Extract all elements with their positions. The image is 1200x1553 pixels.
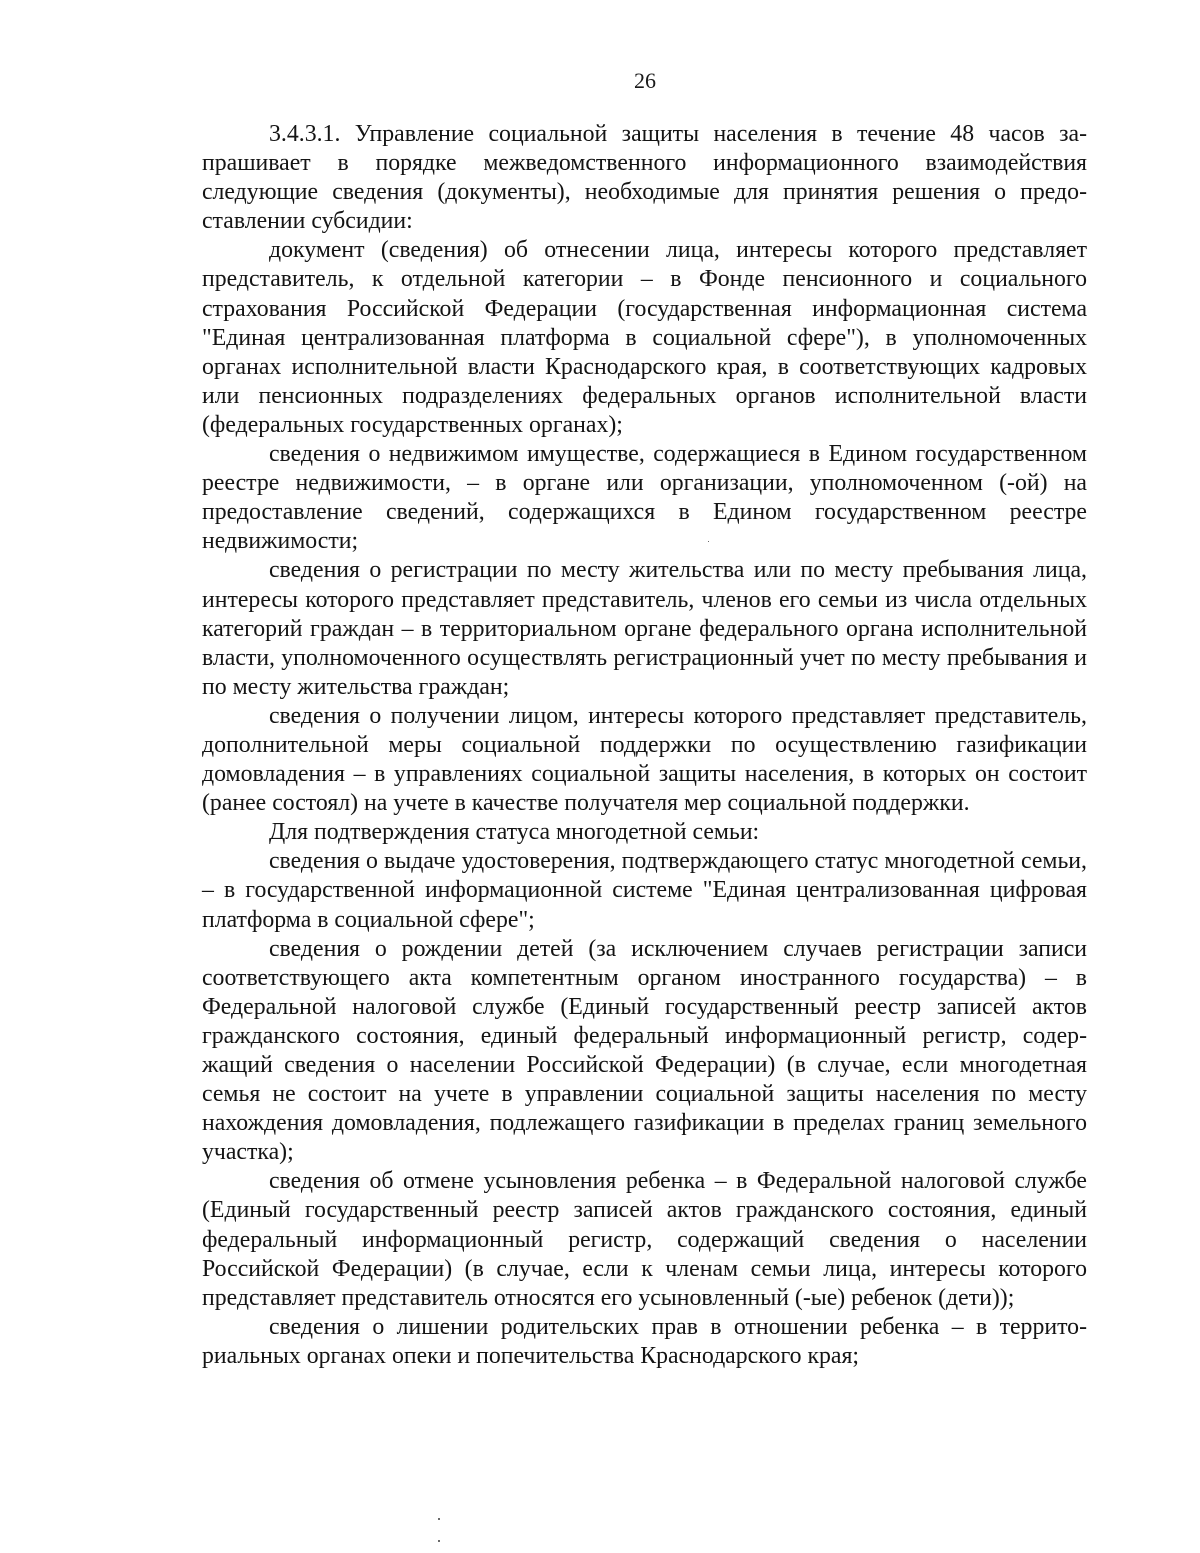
paragraph-3-4-3-1: 3.4.3.1. Управление социальной защиты населения в течение 48 часов запрашивает в порядке межведомственного информационного взаимодействия следующие сведения (документы), необходимые для принятия решения о предоставлении субсидии: (202, 121, 1087, 235)
paragraph-adoption-cancellation: сведения об отмене усыновления ребенка – в Федеральной налоговой службе (Единый государственный реестр записей актов гражданского состояния, единый федеральный информационный регистр, содержащий сведения о населении Российской Федерации) (в случае, если к членам семьи лица, интересы которого представляет представитель относятся его усыновленный (-ые) ребенок (дети)); (202, 1168, 1087, 1311)
paragraph-large-family-certificate: сведения о выдаче удостоверения, подтверждающего статус многодетной семьи, – в государственной информационной системе "Единая централизованная цифровая платформа в социальной сфере"; (202, 848, 1087, 933)
paragraph-real-estate: сведения о недвижимом имуществе, содержащиеся в Едином государственном реестре недвижимости, – в органе или организации, уполномоченном (-ой) на предоставление сведений, содержащихся в Едином государственном реестре недвижимости; (202, 441, 1087, 555)
scan-speck (708, 541, 709, 542)
paragraph-large-family-heading: Для подтверждения статуса многодетной семьи: (269, 819, 760, 846)
scan-speck (438, 1518, 440, 1520)
paragraph-registration: сведения о регистрации по месту жительства или по месту пребывания лица, интересы которого представляет представитель, членов его семьи из числа отдельных категорий граждан – в территориальном органе федерального органа исполнительной власти, уполномоченного осуществлять регистрационный учет по месту пребывания и по месту жительства граждан; (202, 557, 1087, 700)
paragraph-gasification-support: сведения о получении лицом, интересы которого представляет представитель, дополнительной меры социальной поддержки по осуществлению газификации домовладения – в управлениях социальной защиты населения, в которых он состоит (ранее состоял) на учете в качестве получателя мер социальной поддержки. (202, 702, 1087, 817)
document-body (202, 120, 1087, 1371)
paragraph-birth-records: сведения о рождении детей (за исключением случаев регистрации записи соответствующего акта компетентным органом иностранного государства) – в Федеральной налоговой службе (Единый государственный реестр записей актов гражданского состояния, единый федеральный информационный регистр, содержащий сведения о населении Российской Федерации) (в случае, если многодетная семья не состоит на учете в управлении социальной защиты населения по месту нахождения домовладения, подлежащего газификации в пределах границ земельного участка); (202, 935, 1087, 1166)
paragraph-parental-rights: сведения о лишении родительских прав в отношении ребенка – в территориальных органах опеки и попечительства Краснодарского края; (202, 1313, 1087, 1369)
scan-speck (438, 1540, 440, 1542)
page-number: 26 (634, 68, 656, 93)
paragraph-category-document: документ (сведения) об отнесении лица, интересы которого представляет представитель, к отдельной категории – в Фонде пенсионного и социального страхования Российской Федерации (государственная информационная система "Единая централизованная платформа в социальной сфере"), в уполномоченных органах исполнительной власти Краснодарского края, в соответствующих кадровых или пенсионных подразделениях федеральных органов исполнительной власти (федеральных государственных органах); (202, 237, 1087, 438)
